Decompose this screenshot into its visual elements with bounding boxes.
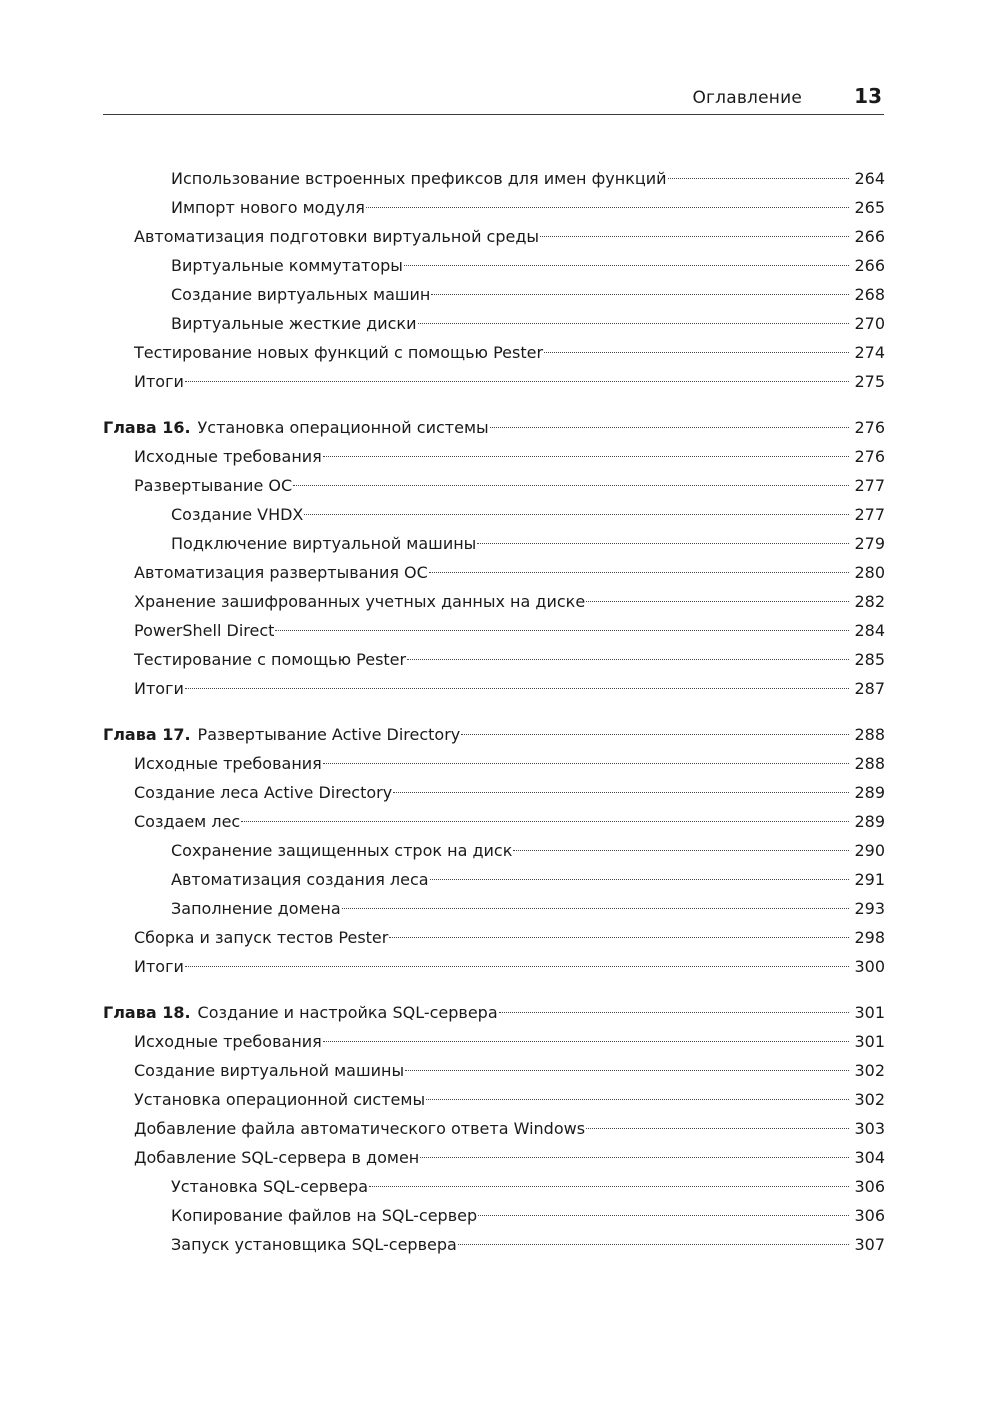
dot-leader: [389, 937, 849, 938]
toc-entry-title: Исходные требования: [134, 754, 322, 773]
dot-leader: [668, 178, 849, 179]
dot-leader: [293, 485, 849, 486]
dot-leader: [366, 207, 849, 208]
toc-chapter-entry: [103, 720, 885, 749]
toc-entry-page: 288: [854, 754, 885, 773]
toc-entry-page: 301: [854, 1032, 885, 1051]
toc-entry-page: 288: [854, 725, 885, 744]
dot-leader: [275, 630, 849, 631]
toc-entry: [103, 1172, 885, 1201]
toc-entry-page: 301: [854, 1003, 885, 1022]
toc-entry-title: Использование встроенных префиксов для имен функций: [171, 169, 667, 188]
toc-entry-page: 266: [854, 256, 885, 275]
toc-entry-title: Добавление SQL-сервера в домен: [134, 1148, 420, 1167]
toc-entry-title: Создаем лес: [134, 812, 241, 831]
toc-entry-page: 265: [854, 198, 885, 217]
chapter-number: Глава 17.: [103, 725, 191, 744]
toc-entry-title: [103, 720, 460, 749]
toc-entry: [103, 1027, 885, 1056]
toc-entry-page: 307: [854, 1235, 885, 1254]
toc-entry-page: 264: [854, 169, 885, 188]
toc-entry-title: Итоги: [134, 957, 184, 976]
dot-leader: [393, 792, 849, 793]
chapter-number: Глава 16.: [103, 418, 191, 437]
toc-entry-title: Виртуальные коммутаторы: [171, 256, 403, 275]
toc-entry: [103, 836, 885, 865]
running-header-title: Оглавление: [692, 88, 802, 108]
toc-entry: [103, 1143, 885, 1172]
dot-leader: [540, 236, 849, 237]
toc-chapter-entry: [103, 413, 885, 442]
chapter-spacer: [103, 703, 885, 720]
toc-entry-title: [103, 998, 498, 1027]
toc-entry-page: 287: [854, 679, 885, 698]
toc-entry: [103, 1085, 885, 1114]
toc-entry: [103, 164, 885, 193]
toc-entry-page: 298: [854, 928, 885, 947]
toc-entry: [103, 251, 885, 280]
dot-leader: [586, 601, 849, 602]
toc-entry: [103, 1201, 885, 1230]
toc-entry-page: 280: [854, 563, 885, 582]
toc-entry-title: Исходные требования: [134, 447, 322, 466]
chapter-spacer: [103, 396, 885, 413]
toc-entry: [103, 1114, 885, 1143]
dot-leader: [304, 514, 849, 515]
toc-entry-page: 291: [854, 870, 885, 889]
dot-leader: [369, 1186, 849, 1187]
toc-entry: [103, 309, 885, 338]
dot-leader: [185, 381, 849, 382]
toc-entry-title: Добавление файла автоматического ответа Windows: [134, 1119, 586, 1138]
toc-entry: [103, 367, 885, 396]
toc-entry-title: Тестирование с помощью Pester: [134, 650, 407, 669]
toc-entry: [103, 616, 885, 645]
toc-entry-page: 302: [854, 1090, 885, 1109]
toc-entry-title: Создание леса Active Directory: [134, 783, 393, 802]
page-header: [103, 84, 884, 115]
toc-entry-page: 275: [854, 372, 885, 391]
toc-entry: [103, 500, 885, 529]
dot-leader: [478, 1215, 849, 1216]
toc-entry-title: Сборка и запуск тестов Pester: [134, 928, 389, 947]
dot-leader: [544, 352, 849, 353]
dot-leader: [430, 879, 849, 880]
toc-entry-title: [103, 413, 489, 442]
toc-entry-page: 302: [854, 1061, 885, 1080]
toc-entry-title: Импорт нового модуля: [171, 198, 365, 217]
toc-entry-page: 279: [854, 534, 885, 553]
toc-entry: [103, 749, 885, 778]
toc-entry: [103, 1230, 885, 1259]
toc-entry: [103, 280, 885, 309]
toc-entry: [103, 1056, 885, 1085]
toc-entry-page: 300: [854, 957, 885, 976]
dot-leader: [429, 572, 849, 573]
dot-leader: [323, 763, 849, 764]
dot-leader: [490, 427, 849, 428]
toc-entry-page: 276: [854, 447, 885, 466]
dot-leader: [323, 456, 849, 457]
toc-entry-title: Автоматизация создания леса: [171, 870, 429, 889]
dot-leader: [185, 688, 849, 689]
toc-entry-page: 289: [854, 783, 885, 802]
toc-entry-title: Виртуальные жесткие диски: [171, 314, 417, 333]
dot-leader: [499, 1012, 849, 1013]
dot-leader: [342, 908, 849, 909]
toc-entry: [103, 894, 885, 923]
toc-entry: [103, 923, 885, 952]
toc-entry-title: Сохранение защищенных строк на диск: [171, 841, 513, 860]
toc-entry-title: Подключение виртуальной машины: [171, 534, 477, 553]
dot-leader: [405, 1070, 849, 1071]
toc-chapter-entry: [103, 998, 885, 1027]
toc-entry: [103, 807, 885, 836]
toc-entry-page: 270: [854, 314, 885, 333]
dot-leader: [513, 850, 849, 851]
chapter-title: Создание и настройка SQL-сервера: [197, 1003, 498, 1022]
toc-entry-page: 277: [854, 505, 885, 524]
chapter-spacer: [103, 981, 885, 998]
toc-entry-page: 304: [854, 1148, 885, 1167]
toc-entry-page: 285: [854, 650, 885, 669]
toc-entry-page: 306: [854, 1177, 885, 1196]
toc-entry-title: Автоматизация подготовки виртуальной среды: [134, 227, 540, 246]
dot-leader: [477, 543, 849, 544]
toc-entry-title: Итоги: [134, 372, 184, 391]
dot-leader: [420, 1157, 849, 1158]
toc-entry-page: 303: [854, 1119, 885, 1138]
dot-leader: [461, 734, 849, 735]
chapter-title: Установка операционной системы: [197, 418, 489, 437]
toc-entry-title: Развертывание ОС: [134, 476, 293, 495]
dot-leader: [241, 821, 849, 822]
toc-entry: [103, 471, 885, 500]
dot-leader: [431, 294, 849, 295]
dot-leader: [407, 659, 849, 660]
toc-entry-page: 268: [854, 285, 885, 304]
toc-entry-title: Заполнение домена: [171, 899, 341, 918]
toc-entry: [103, 222, 885, 251]
chapter-number: Глава 18.: [103, 1003, 191, 1022]
toc-entry: [103, 558, 885, 587]
toc-entry-page: 274: [854, 343, 885, 362]
toc-entry-title: Установка операционной системы: [134, 1090, 426, 1109]
toc-entry: [103, 442, 885, 471]
toc-entry-page: 290: [854, 841, 885, 860]
toc-entry-title: Итоги: [134, 679, 184, 698]
toc-entry-page: 289: [854, 812, 885, 831]
dot-leader: [586, 1128, 849, 1129]
toc-entry: [103, 674, 885, 703]
toc-entry-page: 293: [854, 899, 885, 918]
toc-entry-title: Хранение зашифрованных учетных данных на диске: [134, 592, 586, 611]
toc-entry-page: 277: [854, 476, 885, 495]
dot-leader: [323, 1041, 849, 1042]
page-number: 13: [854, 84, 882, 108]
dot-leader: [426, 1099, 849, 1100]
toc-entry: [103, 529, 885, 558]
toc-entry-page: 282: [854, 592, 885, 611]
toc-entry-title: Исходные требования: [134, 1032, 322, 1051]
toc-entry-page: 276: [854, 418, 885, 437]
toc-entry: [103, 778, 885, 807]
toc-entry-title: Автоматизация развертывания ОС: [134, 563, 428, 582]
dot-leader: [404, 265, 849, 266]
toc-entry-title: Запуск установщика SQL-сервера: [171, 1235, 457, 1254]
toc-entry-page: 306: [854, 1206, 885, 1225]
toc-entry: [103, 645, 885, 674]
toc-entry-title: Создание VHDX: [171, 505, 304, 524]
toc-entry: [103, 338, 885, 367]
dot-leader: [458, 1244, 849, 1245]
dot-leader: [185, 966, 849, 967]
toc-entry: [103, 193, 885, 222]
toc-entry-title: Установка SQL-сервера: [171, 1177, 369, 1196]
dot-leader: [418, 323, 850, 324]
toc-entry-page: 284: [854, 621, 885, 640]
toc-entry-title: Создание виртуальной машины: [134, 1061, 405, 1080]
toc-entry-title: Копирование файлов на SQL-сервер: [171, 1206, 478, 1225]
toc-entry: [103, 587, 885, 616]
toc-entry-page: 266: [854, 227, 885, 246]
toc-entry-title: Создание виртуальных машин: [171, 285, 431, 304]
chapter-title: Развертывание Active Directory: [197, 725, 461, 744]
toc-entry: [103, 865, 885, 894]
toc-entry-title: PowerShell Direct: [134, 621, 275, 640]
toc-entry-title: Тестирование новых функций с помощью Pester: [134, 343, 544, 362]
toc-entry: [103, 952, 885, 981]
table-of-contents: [103, 164, 885, 1259]
